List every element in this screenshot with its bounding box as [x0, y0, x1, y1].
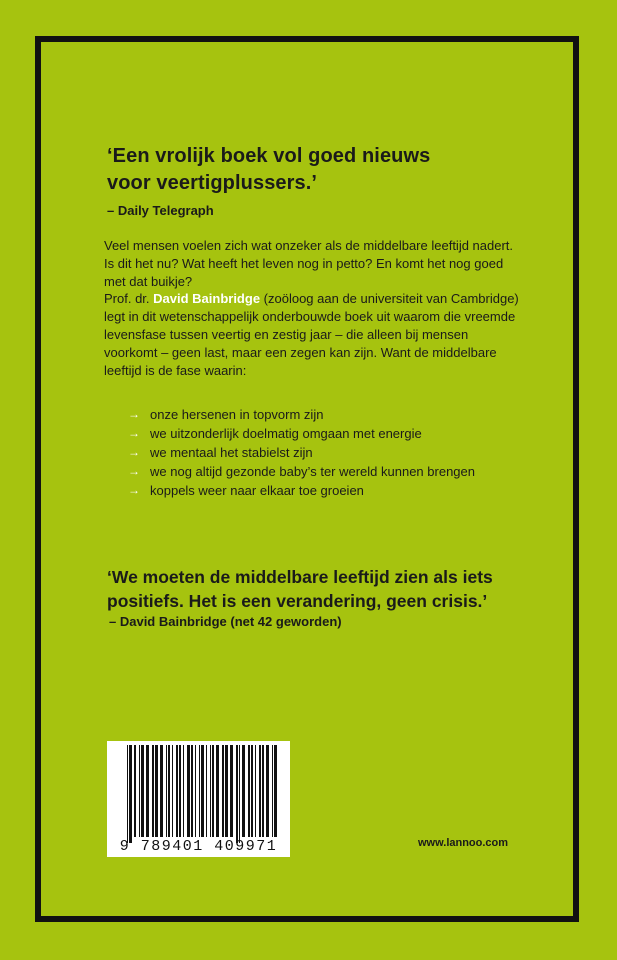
author-quote-attribution: – David Bainbridge (net 42 geworden) — [109, 614, 342, 629]
author-prefix: Prof. dr. — [104, 291, 154, 307]
barcode-bar — [216, 745, 219, 837]
barcode-bar — [152, 745, 154, 837]
list-item — [128, 462, 528, 481]
barcode-bar — [248, 745, 250, 837]
review-quote-line-2: voor veertigplussers.’ — [107, 172, 318, 194]
review-attribution: – Daily Telegraph — [107, 203, 214, 218]
barcode-bar — [251, 745, 253, 837]
barcode-bar — [179, 745, 181, 837]
author-quote-line-2: positiefs. Het is een verandering, geen crisis.’ — [107, 591, 488, 611]
author-name: David Bainbridge — [153, 291, 261, 307]
barcode-bar — [272, 745, 273, 837]
barcode-bar — [168, 745, 170, 837]
publisher-website: www.lannoo.com — [418, 837, 509, 849]
list-item-label: koppels weer naar elkaar toe groeien — [150, 483, 364, 498]
barcode-bar — [212, 745, 214, 837]
author-quote-line-1: ‘We moeten de middelbare leeftijd zien als iets — [107, 567, 493, 587]
list-item — [128, 481, 528, 500]
barcode-bar — [266, 745, 269, 837]
list-item-label: onze hersenen in topvorm zijn — [150, 407, 324, 422]
barcode-bar — [199, 745, 200, 837]
barcode-bar — [141, 745, 144, 837]
barcode-bar — [191, 745, 193, 837]
list-item — [128, 443, 528, 462]
list-item-label: we uitzonderlijk doelmatig omgaan met energie — [150, 426, 422, 441]
barcode-bar — [230, 745, 233, 837]
barcode-bar — [160, 745, 163, 837]
barcode-bar — [259, 745, 261, 837]
list-item — [128, 405, 528, 424]
barcode-bar — [139, 745, 140, 837]
author-quote — [107, 565, 567, 613]
barcode-bar — [155, 745, 158, 837]
blurb — [104, 237, 524, 379]
benefits-list — [128, 405, 528, 500]
arrow-right-icon: → — [128, 407, 140, 421]
isbn-number: 9 789401 409971 — [119, 838, 278, 855]
barcode-bar — [201, 745, 204, 837]
barcode-bar — [187, 745, 190, 837]
barcode-bar — [134, 745, 136, 837]
arrow-right-icon: → — [128, 445, 140, 459]
arrow-right-icon: → — [128, 464, 140, 478]
list-item-label: we mentaal het stabielst zijn — [150, 445, 313, 460]
barcode-bar — [274, 745, 277, 837]
barcode-bar — [239, 745, 240, 843]
barcode-bar — [127, 745, 128, 843]
barcode-bar — [222, 745, 224, 837]
barcode-bar — [225, 745, 228, 837]
barcode-bar — [262, 745, 264, 837]
review-quote — [107, 143, 527, 197]
barcode-bar — [195, 745, 196, 837]
list-item-label: we nog altijd gezonde baby’s ter wereld kunnen brengen — [150, 464, 475, 479]
barcode-bar — [146, 745, 149, 837]
barcode-bar — [236, 745, 238, 843]
barcode — [107, 741, 290, 857]
barcode-bar — [242, 745, 245, 837]
barcode-bar — [206, 745, 207, 837]
author-description: (zoöloog aan de universiteit van Cambridge) legt in dit wetenschappelijk onderbouwde boek uit waarom die vreemde levensfase tussen veertig en zestig jaar – die alleen bij mensen voorkomt – geen last, maar een zegen kan zijn. Want de middelbare leeftijd is de fase waarin: — [104, 291, 519, 378]
blurb-intro: Veel mensen voelen zich wat onzeker als de middelbare leeftijd nadert. Is dit het nu? Wat heeft het leven nog in petto? En komt het nog goed met dat buikje? — [104, 238, 514, 289]
arrow-right-icon: → — [128, 483, 140, 497]
review-quote-line-1: ‘Een vrolijk boek vol goed nieuws — [107, 145, 431, 167]
barcode-bar — [166, 745, 167, 837]
barcode-bar — [176, 745, 178, 837]
barcode-bar — [183, 745, 184, 837]
barcode-bar — [210, 745, 211, 837]
blurb-author-paragraph — [104, 290, 524, 379]
barcode-bar — [172, 745, 173, 837]
barcode-bar — [129, 745, 132, 843]
barcode-bar — [255, 745, 256, 837]
list-item — [128, 424, 528, 443]
arrow-right-icon: → — [128, 426, 140, 440]
